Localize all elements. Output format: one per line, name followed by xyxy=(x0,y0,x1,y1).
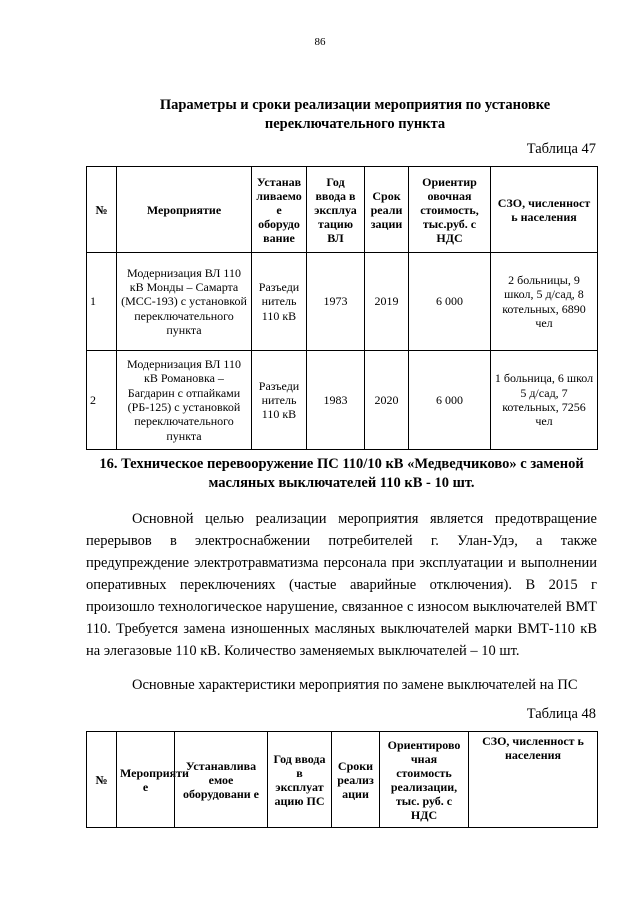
header-equipment: Устанав ливаемо е оборудо вание xyxy=(252,167,307,253)
row-year: 1983 xyxy=(307,351,365,450)
header-event: Мероприяти е xyxy=(117,732,175,828)
row-cost: 6 000 xyxy=(409,351,491,450)
header-event: Мероприятие xyxy=(117,167,252,253)
row-event: Модернизация ВЛ 110 кВ Монды – Самарта (МСС-193) с установкой переключательного пункта xyxy=(117,253,252,351)
header-szo: СЗО, численност ь населения xyxy=(469,732,598,828)
header-year: Год ввода в эксплуат ацию ПС xyxy=(268,732,332,828)
table-47-caption: Таблица 47 xyxy=(526,141,596,157)
table-48 xyxy=(86,731,598,828)
header-num: № xyxy=(87,167,117,253)
table-row xyxy=(87,253,598,351)
row-szo: 1 больница, 6 школ 5 д/сад, 7 котельных, 7256 чел xyxy=(491,351,598,450)
header-cost: Ориентирово чная стоимость реализации, тыс. руб. с НДС xyxy=(380,732,469,828)
row-event: Модернизация ВЛ 110 кВ Романовка – Багдарин с отпайками (РБ-125) с установкой переключательного пункта xyxy=(117,351,252,450)
paragraph-goal: Основной целью реализации мероприятия является предотвращение перерывов в электроснабжении потребителей г. Улан-Удэ, а также предупреждение электротравматизма персонала при эксплуатации и выполнении оперативных переключениях (частые аварийные отключения). В 2015 г произошло технологическое нарушение, связанное с износом выключателей ВМТ 110. Требуется замена изношенных масляных выключателей марки ВМТ-110 кВ на элегазовые 110 кВ. Количество заменяемых выключателей – 10 шт. xyxy=(86,511,597,659)
table-47 xyxy=(86,166,598,450)
row-term: 2020 xyxy=(365,351,409,450)
row-szo: 2 больницы, 9 школ, 5 д/сад, 8 котельных, 6890 чел xyxy=(491,253,598,351)
section-title: 16. Техническое перевооружение ПС 110/10 кВ «Медведчиково» с заменой масляных выключателей 110 кВ - 10 шт. xyxy=(99,456,584,491)
header-term: Сроки реализ ации xyxy=(332,732,380,828)
header-year: Год ввода в эксплуа тацию ВЛ xyxy=(307,167,365,253)
row-num: 2 xyxy=(87,351,117,450)
row-equipment: Разъеди нитель 110 кВ xyxy=(252,253,307,351)
table-47-header-row xyxy=(87,167,598,253)
header-equipment: Устанавлива емое оборудовани е xyxy=(175,732,268,828)
row-num: 1 xyxy=(87,253,117,351)
paragraph-characteristics: Основные характеристики мероприятия по замене выключателей на ПС xyxy=(132,677,578,693)
header-szo: СЗО, численност ь населения xyxy=(491,167,598,253)
table-47-title: Параметры и сроки реализации мероприятия по установке переключательного пункта xyxy=(159,97,551,132)
row-term: 2019 xyxy=(365,253,409,351)
page-number: 86 xyxy=(314,36,326,48)
row-year: 1973 xyxy=(307,253,365,351)
header-num: № xyxy=(87,732,117,828)
header-cost: Ориентир овочная стоимость, тыс.руб. с НДС xyxy=(409,167,491,253)
row-cost: 6 000 xyxy=(409,253,491,351)
row-equipment: Разъеди нитель 110 кВ xyxy=(252,351,307,450)
header-term: Срок реали зации xyxy=(365,167,409,253)
table-48-header-row xyxy=(87,732,598,828)
table-48-caption: Таблица 48 xyxy=(526,706,596,722)
table-row xyxy=(87,351,598,450)
